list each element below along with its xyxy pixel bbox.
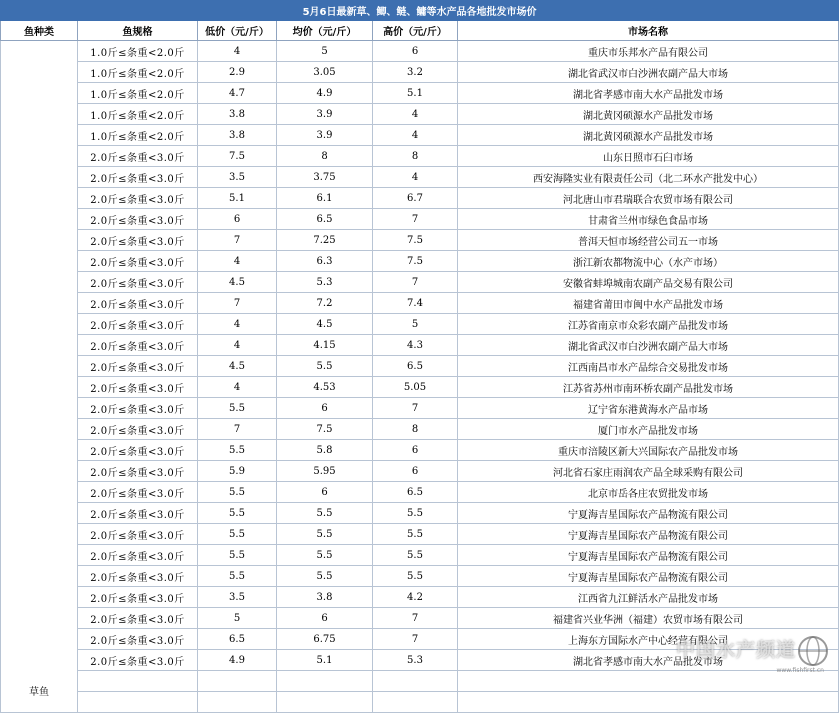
avg-price-cell: 5.5 (277, 503, 373, 524)
high-price-cell: 5.1 (373, 83, 458, 104)
avg-price-cell: 5.3 (277, 272, 373, 293)
avg-price-cell: 7.5 (277, 419, 373, 440)
spec-cell: 2.0斤≤条重<3.0斤 (78, 524, 198, 545)
high-price-cell: 7.5 (373, 230, 458, 251)
empty-cell (198, 671, 277, 692)
table-row (1, 671, 839, 692)
market-cell: 上海东方国际水产中心经营有限公司 (458, 629, 839, 650)
low-price-cell: 7 (198, 230, 277, 251)
empty-cell (458, 692, 839, 713)
avg-price-cell: 6.75 (277, 629, 373, 650)
market-cell: 北京市岳各庄农贸批发市场 (458, 482, 839, 503)
table-row (1, 41, 839, 62)
header-species: 鱼种类 (1, 21, 78, 41)
market-cell: 湖北省武汉市白沙洲农副产品大市场 (458, 62, 839, 83)
table-row (1, 692, 839, 713)
spec-cell: 1.0斤≤条重<2.0斤 (78, 62, 198, 83)
spec-cell: 2.0斤≤条重<3.0斤 (78, 272, 198, 293)
market-cell: 湖北省武汉市白沙洲农副产品大市场 (458, 335, 839, 356)
empty-cell (277, 692, 373, 713)
header-avg-price: 均价（元/斤） (277, 21, 373, 41)
low-price-cell: 4.5 (198, 272, 277, 293)
table-row (1, 125, 839, 146)
low-price-cell: 7 (198, 293, 277, 314)
empty-cell (78, 692, 198, 713)
market-cell: 福建省莆田市闽中水产品批发市场 (458, 293, 839, 314)
market-cell: 湖北黄冈硕源水产品批发市场 (458, 125, 839, 146)
high-price-cell: 5 (373, 314, 458, 335)
low-price-cell: 5.1 (198, 188, 277, 209)
avg-price-cell: 5.5 (277, 524, 373, 545)
low-price-cell: 4.5 (198, 356, 277, 377)
spec-cell: 2.0斤≤条重<3.0斤 (78, 503, 198, 524)
table-row (1, 62, 839, 83)
table-row (1, 146, 839, 167)
avg-price-cell: 3.8 (277, 587, 373, 608)
spec-cell: 2.0斤≤条重<3.0斤 (78, 209, 198, 230)
high-price-cell: 7 (373, 272, 458, 293)
avg-price-cell: 6.5 (277, 209, 373, 230)
high-price-cell: 7 (373, 608, 458, 629)
avg-price-cell: 4.9 (277, 83, 373, 104)
header-spec: 鱼规格 (78, 21, 198, 41)
avg-price-cell: 5.8 (277, 440, 373, 461)
table-row (1, 293, 839, 314)
low-price-cell: 5.5 (198, 566, 277, 587)
table-row (1, 272, 839, 293)
high-price-cell: 6 (373, 440, 458, 461)
market-cell: 山东日照市石臼市场 (458, 146, 839, 167)
empty-cell (198, 692, 277, 713)
spec-cell: 2.0斤≤条重<3.0斤 (78, 482, 198, 503)
high-price-cell: 7.4 (373, 293, 458, 314)
high-price-cell: 7.5 (373, 251, 458, 272)
avg-price-cell: 5.1 (277, 650, 373, 671)
avg-price-cell: 4.15 (277, 335, 373, 356)
high-price-cell: 8 (373, 419, 458, 440)
header-row (1, 21, 839, 41)
spec-cell: 2.0斤≤条重<3.0斤 (78, 188, 198, 209)
high-price-cell: 5.5 (373, 545, 458, 566)
table-row (1, 650, 839, 671)
high-price-cell: 4 (373, 104, 458, 125)
table-row (1, 566, 839, 587)
table-row (1, 335, 839, 356)
empty-cell (78, 671, 198, 692)
high-price-cell: 6.5 (373, 356, 458, 377)
low-price-cell: 5.5 (198, 482, 277, 503)
spec-cell: 2.0斤≤条重<3.0斤 (78, 314, 198, 335)
high-price-cell: 6.7 (373, 188, 458, 209)
spec-cell: 2.0斤≤条重<3.0斤 (78, 419, 198, 440)
low-price-cell: 7.5 (198, 146, 277, 167)
market-cell: 西安海隆实业有限责任公司（北二环水产批发中心） (458, 167, 839, 188)
low-price-cell: 4 (198, 377, 277, 398)
avg-price-cell: 6 (277, 482, 373, 503)
high-price-cell: 5.5 (373, 524, 458, 545)
avg-price-cell: 4.53 (277, 377, 373, 398)
avg-price-cell: 5.5 (277, 566, 373, 587)
market-cell: 辽宁省东港黄海水产品市场 (458, 398, 839, 419)
header-market: 市场名称 (458, 21, 839, 41)
avg-price-cell: 5.5 (277, 545, 373, 566)
market-cell: 河北唐山市君瑞联合农贸市场有限公司 (458, 188, 839, 209)
high-price-cell: 5.05 (373, 377, 458, 398)
market-cell: 湖北省孝感市南大水产品批发市场 (458, 650, 839, 671)
spec-cell: 1.0斤≤条重<2.0斤 (78, 104, 198, 125)
low-price-cell: 5.5 (198, 545, 277, 566)
spec-cell: 1.0斤≤条重<2.0斤 (78, 83, 198, 104)
high-price-cell: 7 (373, 209, 458, 230)
high-price-cell: 4.3 (373, 335, 458, 356)
avg-price-cell: 4.5 (277, 314, 373, 335)
high-price-cell: 5.3 (373, 650, 458, 671)
spec-cell: 1.0斤≤条重<2.0斤 (78, 41, 198, 62)
market-cell: 湖北黄冈硕源水产品批发市场 (458, 104, 839, 125)
avg-price-cell: 7.2 (277, 293, 373, 314)
spec-cell: 2.0斤≤条重<3.0斤 (78, 461, 198, 482)
table-row (1, 398, 839, 419)
low-price-cell: 4 (198, 251, 277, 272)
spec-cell: 2.0斤≤条重<3.0斤 (78, 146, 198, 167)
spec-cell: 2.0斤≤条重<3.0斤 (78, 398, 198, 419)
table-row (1, 377, 839, 398)
high-price-cell: 7 (373, 629, 458, 650)
avg-price-cell: 7.25 (277, 230, 373, 251)
high-price-cell: 6.5 (373, 482, 458, 503)
header-low-price: 低价（元/斤） (198, 21, 277, 41)
market-cell: 宁夏海吉星国际农产品物流有限公司 (458, 524, 839, 545)
table-row (1, 524, 839, 545)
high-price-cell: 4 (373, 125, 458, 146)
table-row (1, 104, 839, 125)
market-cell: 浙江新农都物流中心（水产市场） (458, 251, 839, 272)
avg-price-cell: 5 (277, 41, 373, 62)
spec-cell: 2.0斤≤条重<3.0斤 (78, 356, 198, 377)
market-cell: 福建省兴业华洲（福建）农贸市场有限公司 (458, 608, 839, 629)
table-title: 5月6日最新草、鲫、鲢、鳙等水产品各地批发市场价 (1, 1, 839, 21)
high-price-cell: 6 (373, 461, 458, 482)
empty-cell (458, 671, 839, 692)
low-price-cell: 2.9 (198, 62, 277, 83)
empty-cell (373, 692, 458, 713)
spec-cell: 2.0斤≤条重<3.0斤 (78, 230, 198, 251)
spec-cell: 2.0斤≤条重<3.0斤 (78, 335, 198, 356)
table-row (1, 629, 839, 650)
table-row (1, 503, 839, 524)
low-price-cell: 3.8 (198, 125, 277, 146)
market-cell: 宁夏海吉星国际农产品物流有限公司 (458, 566, 839, 587)
empty-cell (277, 671, 373, 692)
table-row (1, 188, 839, 209)
market-cell: 江苏省南京市众彩农副产品批发市场 (458, 314, 839, 335)
avg-price-cell: 5.95 (277, 461, 373, 482)
avg-price-cell: 8 (277, 146, 373, 167)
low-price-cell: 4 (198, 314, 277, 335)
table-row (1, 251, 839, 272)
table-row (1, 482, 839, 503)
market-cell: 厦门市水产品批发市场 (458, 419, 839, 440)
spec-cell: 1.0斤≤条重<2.0斤 (78, 125, 198, 146)
market-cell: 河北省石家庄雨润农产品全球采购有限公司 (458, 461, 839, 482)
empty-cell (373, 671, 458, 692)
spec-cell: 2.0斤≤条重<3.0斤 (78, 587, 198, 608)
title-row (1, 1, 839, 21)
avg-price-cell: 3.75 (277, 167, 373, 188)
watermark-text: 中国水产频道 (675, 639, 796, 661)
market-cell: 江苏省苏州市南环桥农副产品批发市场 (458, 377, 839, 398)
high-price-cell: 4 (373, 167, 458, 188)
low-price-cell: 3.5 (198, 587, 277, 608)
low-price-cell: 3.8 (198, 104, 277, 125)
table-row (1, 83, 839, 104)
spec-cell: 2.0斤≤条重<3.0斤 (78, 293, 198, 314)
market-cell: 宁夏海吉星国际农产品物流有限公司 (458, 545, 839, 566)
low-price-cell: 4.9 (198, 650, 277, 671)
table-row (1, 230, 839, 251)
low-price-cell: 3.5 (198, 167, 277, 188)
table-row (1, 587, 839, 608)
high-price-cell: 8 (373, 146, 458, 167)
high-price-cell: 6 (373, 41, 458, 62)
low-price-cell: 7 (198, 419, 277, 440)
market-cell: 江西南昌市水产品综合交易批发市场 (458, 356, 839, 377)
market-cell: 重庆市涪陵区新大兴国际农产品批发市场 (458, 440, 839, 461)
avg-price-cell: 6 (277, 398, 373, 419)
low-price-cell: 5.5 (198, 524, 277, 545)
low-price-cell: 6.5 (198, 629, 277, 650)
spec-cell: 2.0斤≤条重<3.0斤 (78, 650, 198, 671)
low-price-cell: 5.5 (198, 440, 277, 461)
market-cell: 宁夏海吉星国际农产品物流有限公司 (458, 503, 839, 524)
market-cell: 普洱天恒市场经营公司五一市场 (458, 230, 839, 251)
low-price-cell: 4 (198, 335, 277, 356)
market-cell: 安徽省蚌埠城南农副产品交易有限公司 (458, 272, 839, 293)
spec-cell: 2.0斤≤条重<3.0斤 (78, 440, 198, 461)
high-price-cell: 7 (373, 398, 458, 419)
high-price-cell: 5.5 (373, 503, 458, 524)
spec-cell: 2.0斤≤条重<3.0斤 (78, 629, 198, 650)
table-row (1, 608, 839, 629)
market-cell: 湖北省孝感市南大水产品批发市场 (458, 83, 839, 104)
low-price-cell: 5 (198, 608, 277, 629)
spec-cell: 2.0斤≤条重<3.0斤 (78, 167, 198, 188)
table-row (1, 167, 839, 188)
avg-price-cell: 6 (277, 608, 373, 629)
low-price-cell: 4.7 (198, 83, 277, 104)
avg-price-cell: 6.1 (277, 188, 373, 209)
avg-price-cell: 3.9 (277, 125, 373, 146)
avg-price-cell: 3.9 (277, 104, 373, 125)
table-row (1, 545, 839, 566)
table-row (1, 440, 839, 461)
low-price-cell: 5.5 (198, 398, 277, 419)
spec-cell: 2.0斤≤条重<3.0斤 (78, 608, 198, 629)
table-row (1, 314, 839, 335)
table-row (1, 356, 839, 377)
market-cell: 甘肃省兰州市绿色食品市场 (458, 209, 839, 230)
market-cell: 重庆市乐邦水产品有限公司 (458, 41, 839, 62)
low-price-cell: 6 (198, 209, 277, 230)
spec-cell: 2.0斤≤条重<3.0斤 (78, 545, 198, 566)
header-high-price: 高价（元/斤） (373, 21, 458, 41)
high-price-cell: 3.2 (373, 62, 458, 83)
low-price-cell: 5.9 (198, 461, 277, 482)
avg-price-cell: 5.5 (277, 356, 373, 377)
table-row (1, 209, 839, 230)
high-price-cell: 5.5 (373, 566, 458, 587)
spec-cell: 2.0斤≤条重<3.0斤 (78, 377, 198, 398)
watermark-url: www.fishfirst.cn (776, 667, 824, 674)
low-price-cell: 4 (198, 41, 277, 62)
low-price-cell: 5.5 (198, 503, 277, 524)
avg-price-cell: 6.3 (277, 251, 373, 272)
table-row (1, 461, 839, 482)
table-row (1, 419, 839, 440)
high-price-cell: 4.2 (373, 587, 458, 608)
avg-price-cell: 3.05 (277, 62, 373, 83)
spec-cell: 2.0斤≤条重<3.0斤 (78, 251, 198, 272)
spec-cell: 2.0斤≤条重<3.0斤 (78, 566, 198, 587)
market-cell: 江西省九江鲜活水产品批发市场 (458, 587, 839, 608)
species-cell: 草鱼 (1, 41, 78, 713)
